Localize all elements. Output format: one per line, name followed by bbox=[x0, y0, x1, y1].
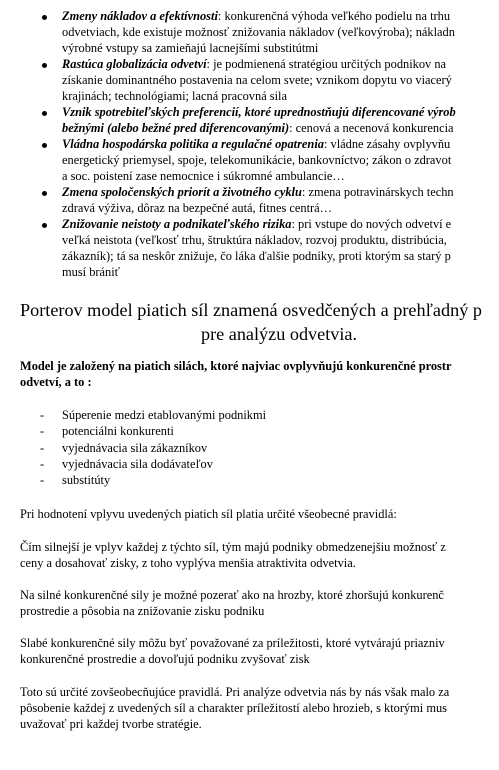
bullet-3-line-2 bbox=[62, 121, 454, 136]
force-item: substitúty bbox=[62, 473, 111, 487]
bullet-1-line-2: odvetviach, kde existuje možnosť znižovania nákladov (veľkovýroba); nákladn bbox=[62, 25, 455, 39]
bullet-term: bežnými (alebo bežné pred diferencovanými) bbox=[62, 121, 290, 135]
list-dash: - bbox=[40, 424, 45, 438]
bullet-marker bbox=[42, 63, 47, 68]
paragraph-5-line-3: uvažovať pri každej tvorbe stratégie. bbox=[20, 717, 202, 731]
bullet-2-line-1 bbox=[62, 57, 446, 72]
bullet-marker bbox=[42, 111, 47, 116]
list-dash: - bbox=[40, 473, 45, 487]
bullet-term: Rastúca globalizácia odvetví bbox=[62, 57, 207, 71]
bullet-6-line-3: zákazník); tá sa neskôr znižuje, čo láka ďalšie podniky, proti ktorým sa starý p bbox=[62, 249, 451, 263]
bullet-term: Vládna hospodárska politika a regulačné opatrenia bbox=[62, 137, 324, 151]
bullet-term: Znižovanie neistoty a podnikateľského rizika bbox=[62, 217, 292, 231]
bullet-text: : je podmienená stratégiou určitých podnikov na bbox=[206, 57, 447, 71]
bullet-6-line-2: veľká neistota (veľkosť trhu, štruktúra nákladov, rozvoj produktu, distribúcia, bbox=[62, 233, 447, 247]
paragraph-1-line-1: Pri hodnotení vplyvu uvedených piatich síl platia určité všeobecné pravidlá: bbox=[20, 507, 397, 521]
force-item: Súperenie medzi etablovanými podnikmi bbox=[62, 408, 267, 422]
paragraph-4-line-2: konkurenčné prostredie a dovoľujú podniku zvyšovať zisk bbox=[20, 652, 310, 666]
bullet-marker bbox=[42, 143, 47, 148]
bullet-1-line-1 bbox=[62, 9, 450, 24]
list-dash: - bbox=[40, 457, 45, 471]
bullet-4-line-1 bbox=[62, 137, 450, 152]
bullet-6-line-4: musí brániť bbox=[62, 265, 120, 279]
bullet-1-line-3: výrobné vstupy sa zamieňajú lacnejšími substitútmi bbox=[62, 41, 319, 55]
force-item: potenciálni konkurenti bbox=[62, 424, 174, 438]
paragraph-2-line-2: ceny a dosahovať zisky, z toho vyplýva menšia atraktivita odvetvia. bbox=[20, 556, 356, 570]
bullet-5-line-2: zdravá výživa, dôraz na bezpečné autá, fitnes centrá… bbox=[62, 201, 333, 215]
bullet-4-line-2: energetický priemysel, spoje, telekomunikácie, bankovníctvo; zákon o zdravot bbox=[62, 153, 452, 167]
section-heading-line-2: pre analýzu odvetvia. bbox=[201, 324, 358, 344]
bullet-3-line-1: Vznik spotrebiteľských preferencií, ktoré uprednostňujú diferencované výrob bbox=[62, 105, 456, 119]
bullet-text: : zmena potravinárskych techn bbox=[301, 185, 454, 199]
bullet-text: : vládne zásahy ovplyvňu bbox=[323, 137, 451, 151]
intro-bold-line-1: Model je založený na piatich silách, ktoré najviac ovplyvňujú konkurenčné prostr bbox=[20, 359, 452, 373]
paragraph-3-line-1: Na silné konkurenčné sily je možné pozerať ako na hrozby, ktoré zhoršujú konkurenč bbox=[20, 588, 444, 602]
bullet-term: Zmena spoločenských priorít a životného cyklu bbox=[62, 185, 302, 199]
list-dash: - bbox=[40, 408, 45, 422]
bullet-marker bbox=[42, 15, 47, 20]
bullet-6-line-1 bbox=[62, 217, 451, 232]
list-dash: - bbox=[40, 441, 45, 455]
bullet-text: : konkurenčná výhoda veľkého podielu na trhu bbox=[217, 9, 451, 23]
bullet-text: : cenová a necenová konkurencia bbox=[289, 121, 454, 135]
paragraph-2-line-1: Čím silnejší je vplyv každej z týchto síl, tým majú podniky obmedzenejšiu možnosť z bbox=[20, 540, 446, 554]
bullet-term: Zmeny nákladov a efektívnosti bbox=[62, 9, 218, 23]
bullet-text: : pri vstupe do nových odvetví e bbox=[291, 217, 452, 231]
bullet-marker bbox=[42, 191, 47, 196]
paragraph-5-line-2: pôsobenie každej z uvedených síl a charakter príležitostí alebo hrozieb, s ktorými mus bbox=[20, 701, 447, 715]
bullet-2-line-2: získanie dominantného postavenia na celom svete; vznikom dopytu vo viacerý bbox=[62, 73, 452, 87]
paragraph-5-line-1: Toto sú určité zovšeobecňujúce pravidlá. Pri analýze odvetvia nás by nás však malo za bbox=[20, 685, 450, 699]
bullet-5-line-1 bbox=[62, 185, 454, 200]
bullet-marker bbox=[42, 223, 47, 228]
force-item: vyjednávacia sila dodávateľov bbox=[62, 457, 213, 471]
bullet-2-line-3: krajinách; technológiami; lacná pracovná sila bbox=[62, 89, 288, 103]
bullet-4-line-3: a soc. poistení zase nemocnice i súkromné ambulancie… bbox=[62, 169, 345, 183]
section-heading-line-1: Porterov model piatich síl znamená osvedčených a prehľadný p bbox=[20, 300, 482, 320]
intro-bold-line-2: odvetví, a to : bbox=[20, 375, 92, 389]
paragraph-4-line-1: Slabé konkurenčné sily môžu byť považované za príležitosti, ktoré vytvárajú priazniv bbox=[20, 636, 445, 650]
paragraph-3-line-2: prostredie a pôsobia na znižovanie zisku podniku bbox=[20, 604, 265, 618]
force-item: vyjednávacia sila zákazníkov bbox=[62, 441, 208, 455]
